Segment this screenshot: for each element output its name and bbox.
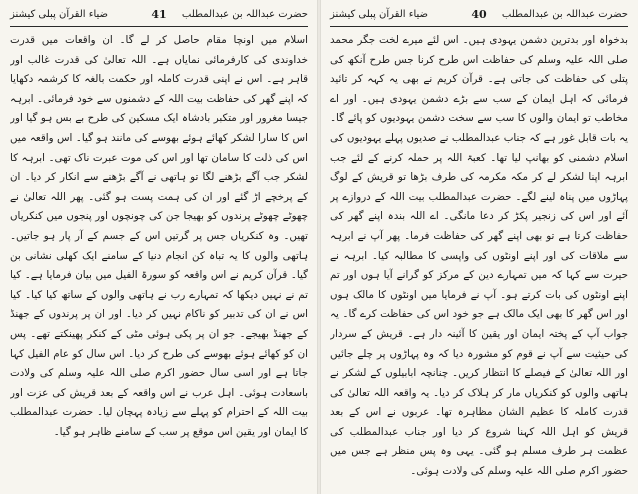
page-body xyxy=(10,31,308,493)
page-header xyxy=(330,4,628,27)
page-number: 41 xyxy=(151,8,167,21)
body-paragraph: اسلام میں اونچا مقام حاصل کر لے گا۔ ان واقعات میں قدرت خداوندی کی کارفرمائی نمایاں ہے۔ اللہ تعالیٰ کی قدرت غالب اور قاہر ہے۔ اس نے اپنی قدرت کاملہ اور حکمت بالغہ کا کرشمہ دکھایا کہ اپنے گھر کی حفاظت بیت اللہ کے دشمنوں سے خود فرمائی۔ ابرہہ جیسا مغرور اور متکبر بادشاہ ایک مسکین کی طرح بے بس ہو گیا اور اس کا سارا لشکر کھائے ہوئے بھوسے کی مانند ہو گیا۔ اس واقعہ میں اس کی ذلت کا سامان تھا اور اس کی موت عبرت ناک تھی۔ ابرہہ کا لشکر جب آگے بڑھنے لگا تو ہاتھی نے آگے بڑھنے سے انکار کر دیا۔ ان کے پرخچے اڑ گئے اور ان کی ہمت پست ہو گئی۔ پھر اللہ تعالیٰ نے چھوٹے چھوٹے پرندوں کو بھیجا جن کی چونچوں اور پنجوں میں کنکریاں تھیں۔ وہ کنکریاں جس پر گرتیں اس کے جسم کے آر پار ہو جاتیں۔ ہاتھی والوں کا یہ تباہ کن انجام دنیا کے سامنے ایک کھلی نشانی بن گیا۔ قرآن کریم نے اس واقعہ کو سورۃ الفیل میں بیان فرمایا ہے۔ کیا تم نے نہیں دیکھا کہ تمہارے رب نے ہاتھی والوں کے ساتھ کیا کیا۔ کیا اس نے ان کی تدبیر کو ناکام نہیں کر دیا۔ اور ان پر پرندوں کے جھنڈ کے جھنڈ بھیجے۔ جو ان پر پکی ہوئی مٹی کے کنکر پھینکتے تھے۔ پس ان کو کھائے ہوئے بھوسے کی طرح کر دیا۔ اس سال کو عام الفیل کہا جاتا ہے اور اسی سال حضور اکرم صلی اللہ علیہ وسلم کی ولادت باسعادت ہوئی۔ اہل عرب نے اس واقعہ کے بعد قریش کی عزت اور بیت اللہ کے احترام کو پہلے سے زیادہ پہچان لیا۔ حضرت عبدالمطلب کا ایمان اور یقین اس موقع پر سب کے سامنے ظاہر ہو گیا۔ xyxy=(10,34,308,438)
page-number: 40 xyxy=(471,8,487,21)
publisher-name: ضیاء القرآن پبلی کیشنز xyxy=(10,9,108,20)
right-page xyxy=(320,0,638,494)
page-body xyxy=(330,31,628,493)
left-page xyxy=(0,0,318,494)
running-title: حضرت عبداللہ بن عبدالمطلب xyxy=(501,9,628,20)
publisher-name: ضیاء القرآن پبلی کیشنز xyxy=(330,9,428,20)
running-title: حضرت عبداللہ بن عبدالمطلب xyxy=(181,9,308,20)
body-paragraph: بدخواہ اور بدترین دشمن یہودی ہیں۔ اس لئے میرے لخت جگر محمد صلی اللہ علیہ وسلم کی حفاظت اس طرح کرنا جس طرح آنکھ کی پتلی کی حفاظت کی جاتی ہے۔ قرآن کریم نے بھی یہ کہہ کر تائید فرمائی کہ اہل ایمان کے سب سے بڑے دشمن یہودی ہیں۔ اور اے مخاطب تو ایمان والوں کا سب سے سخت دشمن یہودیوں کو پائے گا۔ یہ بات قابل غور ہے کہ جناب عبدالمطلب نے صدیوں پہلے یہودیوں کی اسلام دشمنی کو بھانپ لیا تھا۔ کعبۃ اللہ پر حملہ کرنے کے لئے جب ابرہہ اپنا لشکر لے کر مکہ مکرمہ کی طرف بڑھا تو قریش کے لوگ پہاڑوں میں پناہ لینے لگے۔ حضرت عبدالمطلب بیت اللہ کے دروازے پر آئے اور اس کی زنجیر پکڑ کر دعا مانگی۔ اے اللہ بندہ اپنے گھر کی حفاظت کرتا ہے تو بھی اپنے گھر کی حفاظت فرما۔ پھر آپ نے ابرہہ سے ملاقات کی اور اپنے اونٹوں کی واپسی کا مطالبہ کیا۔ ابرہہ نے حیرت سے کہا کہ میں تمہارے دین کے مرکز کو گرانے آیا ہوں اور تم اپنے اونٹوں کی بات کرتے ہو۔ آپ نے فرمایا میں اونٹوں کا مالک ہوں اور اس گھر کا بھی ایک مالک ہے جو خود اس کی حفاظت کرے گا۔ یہ جواب آپ کے پختہ ایمان اور یقین کا آئینہ دار ہے۔ قریش کے سردار کی حیثیت سے آپ نے قوم کو مشورہ دیا کہ وہ پہاڑوں پر چلے جائیں اور اللہ تعالیٰ کے فیصلے کا انتظار کریں۔ چنانچہ ابابیلوں کے لشکر نے ہاتھی والوں کو کنکریاں مار کر ہلاک کر دیا۔ یہ واقعہ اللہ تعالیٰ کی قدرت کاملہ کا عظیم الشان مظاہرہ تھا۔ عربوں نے اس کے بعد قریش کو اہل اللہ کہنا شروع کر دیا اور جناب عبدالمطلب کی عظمت ہر طرف مسلم ہو گئی۔ یہی وہ پس منظر ہے جس میں حضور اکرم صلی اللہ علیہ وسلم کی ولادت ہوئی۔ xyxy=(330,34,628,478)
page-header xyxy=(10,4,308,27)
